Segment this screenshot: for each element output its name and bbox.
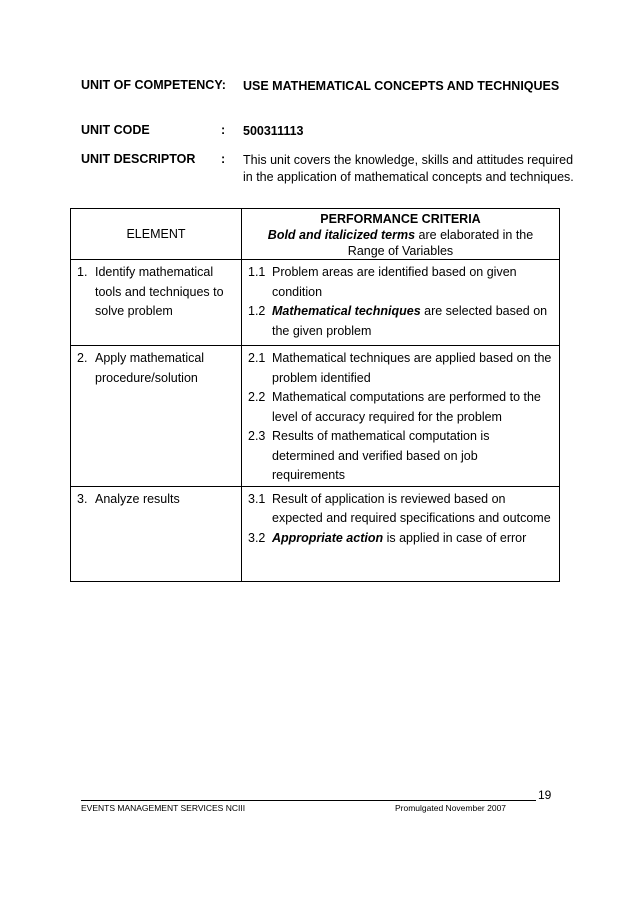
criterion-item bbox=[248, 302, 553, 341]
table-row bbox=[71, 260, 560, 346]
criterion-text: Results of mathematical computation is determined and verified based on job requirements bbox=[272, 429, 490, 482]
performance-criteria-title: PERFORMANCE CRITERIA bbox=[320, 212, 481, 226]
element-cell bbox=[71, 346, 242, 487]
criterion-text bbox=[272, 529, 553, 549]
criteria-cell bbox=[242, 486, 560, 581]
criterion-text: Problem areas are identified based on given condition bbox=[272, 265, 517, 299]
unit-descriptor-colon: : bbox=[221, 152, 226, 166]
criterion-number: 2.3 bbox=[248, 429, 266, 443]
unit-descriptor-label: UNIT DESCRIPTOR bbox=[81, 152, 196, 166]
criteria-cell bbox=[242, 346, 560, 487]
footer-left-text: EVENTS MANAGEMENT SERVICES NCIII bbox=[81, 803, 246, 813]
unit-code-colon: : bbox=[221, 123, 226, 137]
criterion-emphasis: Appropriate action bbox=[272, 530, 384, 545]
unit-code-label: UNIT CODE bbox=[81, 123, 150, 137]
performance-criteria-header bbox=[242, 209, 560, 260]
element-header: ELEMENT bbox=[71, 209, 242, 260]
unit-of-competency-value: USE MATHEMATICAL CONCEPTS AND TECHNIQUES bbox=[243, 79, 560, 93]
element-text: Identify mathematical tools and techniques to solve problem bbox=[95, 265, 224, 318]
criterion-item bbox=[248, 263, 553, 302]
criterion-item bbox=[248, 490, 553, 529]
criterion-text: Mathematical techniques are applied based on the problem identified bbox=[272, 351, 552, 385]
criterion-item bbox=[248, 349, 553, 388]
element-number: 1. bbox=[77, 265, 88, 279]
pc-subtitle-emphasis: Bold and italicized terms bbox=[267, 228, 416, 242]
criterion-text: Mathematical computations are performed to the level of accuracy required for the problem bbox=[272, 390, 541, 424]
table-header-row bbox=[71, 209, 560, 260]
criterion-number: 3.1 bbox=[248, 491, 266, 506]
page-number: 19 bbox=[538, 788, 552, 802]
criterion-item bbox=[248, 388, 553, 427]
element-item bbox=[77, 490, 235, 510]
criterion-number: 2.2 bbox=[248, 390, 266, 404]
element-number: 2. bbox=[77, 351, 88, 365]
criteria-cell bbox=[242, 260, 560, 346]
criterion-number: 1.2 bbox=[248, 304, 266, 318]
element-text: Apply mathematical procedure/solution bbox=[95, 351, 205, 385]
criterion-number: 3.2 bbox=[248, 530, 266, 545]
unit-descriptor-value: This unit covers the knowledge, skills and attitudes required in the application of mathematical concepts and techniques. bbox=[243, 153, 574, 184]
criterion-text-rest: is applied in case of error bbox=[383, 530, 527, 545]
criterion-number: 1.1 bbox=[248, 265, 266, 279]
footer-right-text: Promulgated November 2007 bbox=[395, 803, 507, 813]
pc-subtitle-text: are elaborated in the Range of Variables bbox=[347, 228, 534, 258]
criterion-text: Result of application is reviewed based on expected and required specifications and outcome bbox=[272, 491, 551, 525]
unit-code-value: 500311113 bbox=[243, 124, 304, 138]
criterion-emphasis: Mathematical techniques bbox=[272, 304, 421, 318]
element-text: Analyze results bbox=[95, 491, 180, 506]
criterion-text bbox=[272, 302, 553, 341]
unit-of-competency-label: UNIT OF COMPETENCY: bbox=[81, 78, 226, 92]
element-item bbox=[77, 263, 235, 322]
element-number: 3. bbox=[77, 491, 88, 506]
element-cell bbox=[71, 260, 242, 346]
criterion-number: 2.1 bbox=[248, 351, 266, 365]
criterion-text-rest: are selected based on the given problem bbox=[272, 304, 548, 338]
table-row bbox=[71, 486, 560, 581]
element-cell bbox=[71, 486, 242, 581]
competency-table bbox=[70, 208, 560, 582]
performance-criteria-subtitle bbox=[248, 227, 553, 259]
table-row bbox=[71, 346, 560, 487]
criterion-item bbox=[248, 529, 553, 549]
footer-divider bbox=[81, 800, 536, 801]
element-item bbox=[77, 349, 235, 388]
criterion-item bbox=[248, 427, 553, 486]
